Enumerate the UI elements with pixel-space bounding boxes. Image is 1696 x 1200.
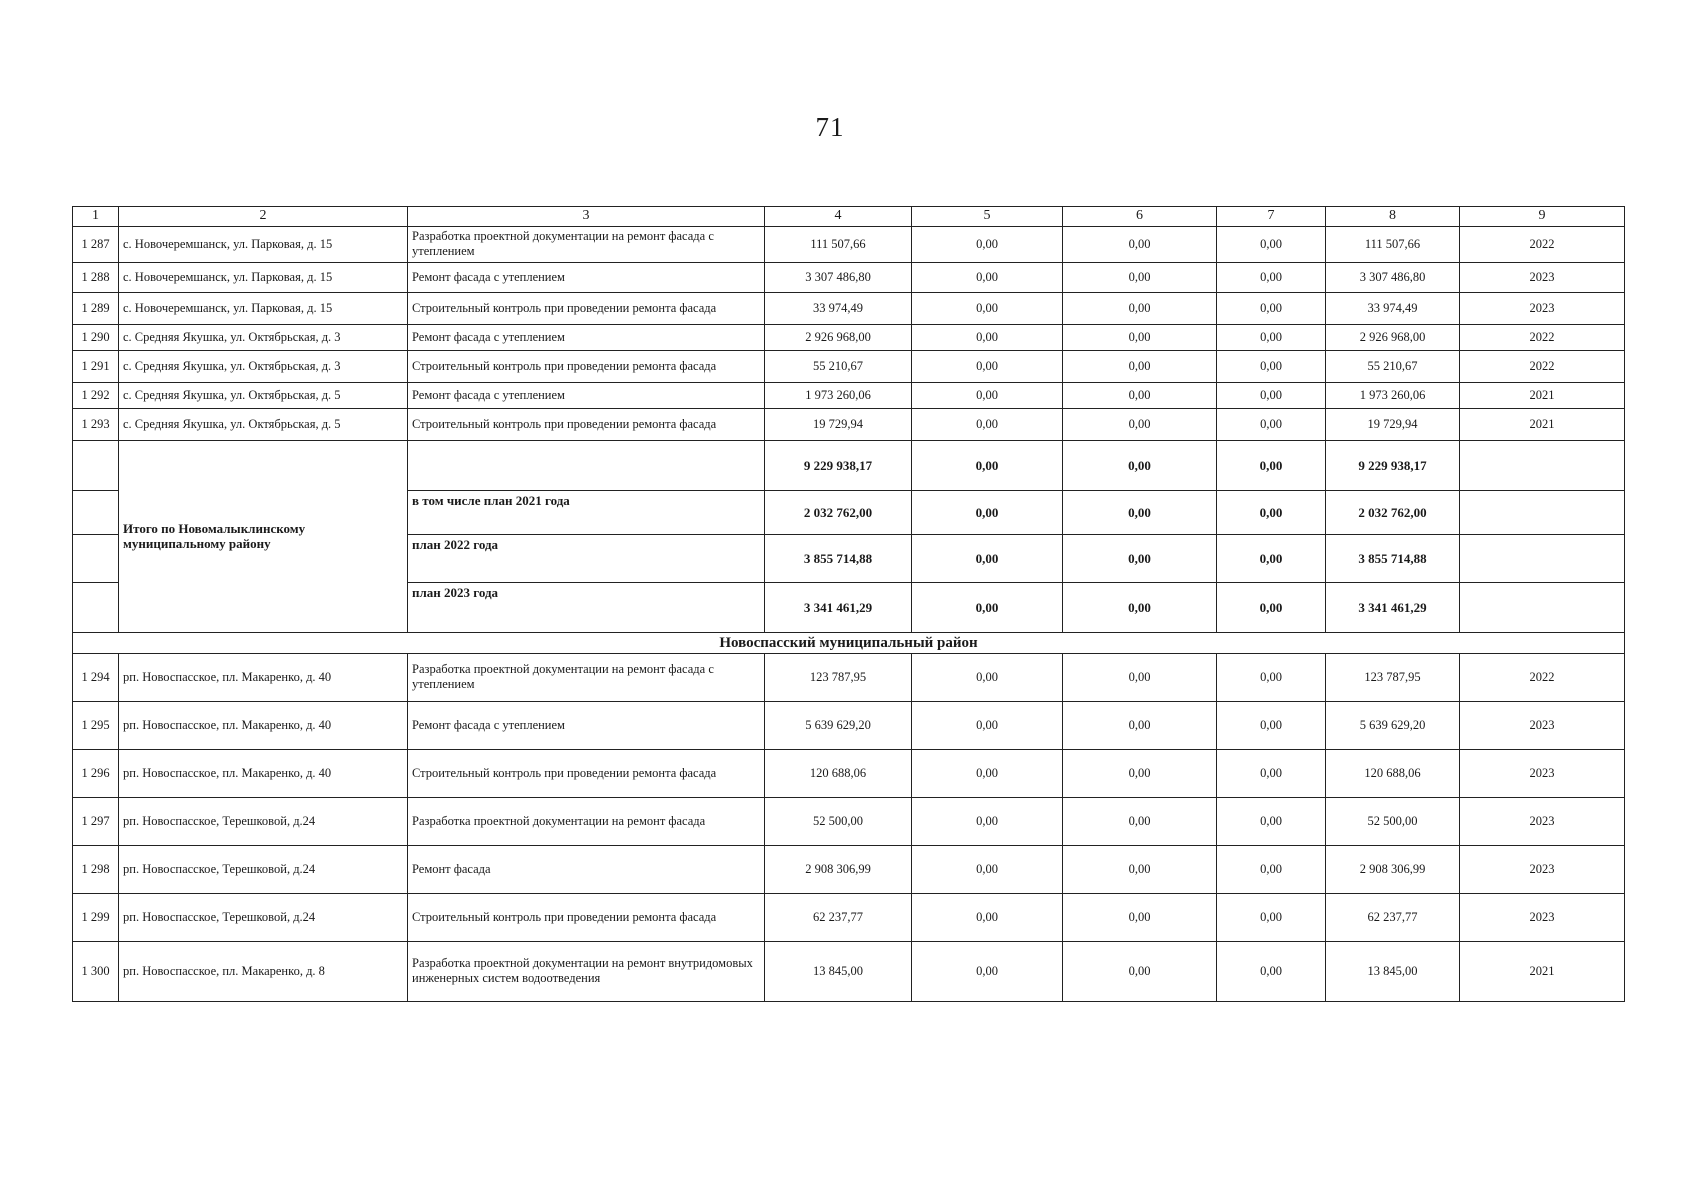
year-cell: 2023 bbox=[1460, 701, 1625, 749]
amount-cell: 0,00 bbox=[1063, 226, 1217, 262]
amount-cell: 62 237,77 bbox=[1326, 893, 1460, 941]
address-cell: с. Средняя Якушка, ул. Октябрьская, д. 3 bbox=[119, 350, 408, 382]
amount-cell: 0,00 bbox=[1063, 653, 1217, 701]
column-header: 8 bbox=[1326, 207, 1460, 227]
amount-cell: 0,00 bbox=[1063, 382, 1217, 408]
column-header: 2 bbox=[119, 207, 408, 227]
district-title: Новоспасский муниципальный район bbox=[73, 632, 1625, 653]
amount-cell: 3 307 486,80 bbox=[1326, 262, 1460, 292]
amount-cell: 1 973 260,06 bbox=[765, 382, 912, 408]
empty-cell bbox=[73, 534, 119, 582]
year-cell: 2022 bbox=[1460, 226, 1625, 262]
plan-label bbox=[408, 440, 765, 490]
amount-cell: 0,00 bbox=[912, 262, 1063, 292]
address-cell: с. Новочеремшанск, ул. Парковая, д. 15 bbox=[119, 292, 408, 324]
amount-cell: 2 926 968,00 bbox=[765, 324, 912, 350]
work-type-cell: Строительный контроль при проведении ремонта фасада bbox=[408, 350, 765, 382]
table-row bbox=[73, 292, 1625, 324]
amount-cell: 0,00 bbox=[1217, 797, 1326, 845]
table-row bbox=[73, 653, 1625, 701]
amount-cell: 5 639 629,20 bbox=[765, 701, 912, 749]
table-row bbox=[73, 893, 1625, 941]
repair-register-table bbox=[72, 206, 1625, 1002]
amount-cell: 0,00 bbox=[1063, 797, 1217, 845]
table-row bbox=[73, 262, 1625, 292]
amount-cell: 0,00 bbox=[1063, 534, 1217, 582]
table-row bbox=[73, 797, 1625, 845]
amount-cell: 52 500,00 bbox=[765, 797, 912, 845]
year-cell: 2023 bbox=[1460, 797, 1625, 845]
amount-cell: 2 926 968,00 bbox=[1326, 324, 1460, 350]
amount-cell: 0,00 bbox=[1063, 350, 1217, 382]
row-number: 1 299 bbox=[73, 893, 119, 941]
amount-cell: 33 974,49 bbox=[1326, 292, 1460, 324]
work-type-cell: Ремонт фасада с утеплением bbox=[408, 382, 765, 408]
amount-cell: 2 908 306,99 bbox=[1326, 845, 1460, 893]
amount-cell: 0,00 bbox=[912, 797, 1063, 845]
amount-cell: 13 845,00 bbox=[765, 941, 912, 1001]
work-type-cell: Строительный контроль при проведении ремонта фасада bbox=[408, 749, 765, 797]
amount-cell: 9 229 938,17 bbox=[1326, 440, 1460, 490]
work-type-cell: Разработка проектной документации на ремонт фасада bbox=[408, 797, 765, 845]
amount-cell: 55 210,67 bbox=[765, 350, 912, 382]
year-cell: 2021 bbox=[1460, 941, 1625, 1001]
amount-cell: 0,00 bbox=[1217, 534, 1326, 582]
column-header: 9 bbox=[1460, 207, 1625, 227]
amount-cell: 0,00 bbox=[1063, 749, 1217, 797]
amount-cell: 0,00 bbox=[1217, 490, 1326, 534]
district-header-row bbox=[73, 632, 1625, 653]
amount-cell: 111 507,66 bbox=[1326, 226, 1460, 262]
amount-cell: 123 787,95 bbox=[765, 653, 912, 701]
amount-cell: 120 688,06 bbox=[1326, 749, 1460, 797]
year-cell: 2023 bbox=[1460, 292, 1625, 324]
amount-cell: 3 341 461,29 bbox=[1326, 582, 1460, 632]
amount-cell: 0,00 bbox=[1217, 893, 1326, 941]
page-number: 71 bbox=[815, 112, 845, 142]
amount-cell: 0,00 bbox=[912, 440, 1063, 490]
address-cell: с. Средняя Якушка, ул. Октябрьская, д. 5 bbox=[119, 382, 408, 408]
amount-cell: 0,00 bbox=[1217, 350, 1326, 382]
amount-cell: 0,00 bbox=[1217, 262, 1326, 292]
amount-cell: 0,00 bbox=[1063, 292, 1217, 324]
plan-label: в том числе план 2021 года bbox=[408, 490, 765, 534]
column-header: 4 bbox=[765, 207, 912, 227]
amount-cell: 33 974,49 bbox=[765, 292, 912, 324]
year-cell: 2023 bbox=[1460, 749, 1625, 797]
amount-cell: 0,00 bbox=[1217, 226, 1326, 262]
empty-cell bbox=[1460, 440, 1625, 490]
amount-cell: 0,00 bbox=[1063, 941, 1217, 1001]
amount-cell: 0,00 bbox=[1063, 845, 1217, 893]
amount-cell: 0,00 bbox=[1217, 941, 1326, 1001]
work-type-cell: Разработка проектной документации на ремонт фасада с утеплением bbox=[408, 226, 765, 262]
amount-cell: 0,00 bbox=[912, 653, 1063, 701]
column-header: 1 bbox=[73, 207, 119, 227]
table-row bbox=[73, 749, 1625, 797]
empty-cell bbox=[1460, 534, 1625, 582]
amount-cell: 3 341 461,29 bbox=[765, 582, 912, 632]
amount-cell: 0,00 bbox=[1063, 262, 1217, 292]
amount-cell: 0,00 bbox=[1217, 845, 1326, 893]
amount-cell: 3 307 486,80 bbox=[765, 262, 912, 292]
amount-cell: 0,00 bbox=[912, 749, 1063, 797]
year-cell: 2023 bbox=[1460, 845, 1625, 893]
amount-cell: 0,00 bbox=[1063, 582, 1217, 632]
amount-cell: 0,00 bbox=[1063, 440, 1217, 490]
plan-label: план 2023 года bbox=[408, 582, 765, 632]
address-cell: с. Средняя Якушка, ул. Октябрьская, д. 3 bbox=[119, 324, 408, 350]
address-cell: с. Средняя Якушка, ул. Октябрьская, д. 5 bbox=[119, 408, 408, 440]
table-row bbox=[73, 941, 1625, 1001]
amount-cell: 123 787,95 bbox=[1326, 653, 1460, 701]
table-row bbox=[73, 382, 1625, 408]
work-type-cell: Ремонт фасада с утеплением bbox=[408, 701, 765, 749]
amount-cell: 0,00 bbox=[1217, 701, 1326, 749]
column-header: 5 bbox=[912, 207, 1063, 227]
plan-label: план 2022 года bbox=[408, 534, 765, 582]
row-number: 1 298 bbox=[73, 845, 119, 893]
amount-cell: 0,00 bbox=[912, 534, 1063, 582]
amount-cell: 0,00 bbox=[1063, 893, 1217, 941]
amount-cell: 0,00 bbox=[1063, 408, 1217, 440]
address-cell: рп. Новоспасское, пл. Макаренко, д. 8 bbox=[119, 941, 408, 1001]
amount-cell: 0,00 bbox=[1217, 749, 1326, 797]
amount-cell: 5 639 629,20 bbox=[1326, 701, 1460, 749]
row-number: 1 296 bbox=[73, 749, 119, 797]
amount-cell: 120 688,06 bbox=[765, 749, 912, 797]
row-number: 1 293 bbox=[73, 408, 119, 440]
year-cell: 2021 bbox=[1460, 408, 1625, 440]
address-cell: рп. Новоспасское, пл. Макаренко, д. 40 bbox=[119, 653, 408, 701]
amount-cell: 0,00 bbox=[912, 941, 1063, 1001]
column-number-header-row bbox=[73, 207, 1625, 227]
column-header: 6 bbox=[1063, 207, 1217, 227]
amount-cell: 111 507,66 bbox=[765, 226, 912, 262]
amount-cell: 0,00 bbox=[1063, 490, 1217, 534]
empty-cell bbox=[73, 440, 119, 490]
amount-cell: 0,00 bbox=[1217, 440, 1326, 490]
empty-cell bbox=[73, 490, 119, 534]
amount-cell: 0,00 bbox=[1063, 701, 1217, 749]
amount-cell: 0,00 bbox=[912, 701, 1063, 749]
year-cell: 2021 bbox=[1460, 382, 1625, 408]
amount-cell: 52 500,00 bbox=[1326, 797, 1460, 845]
amount-cell: 0,00 bbox=[912, 350, 1063, 382]
year-cell: 2023 bbox=[1460, 893, 1625, 941]
amount-cell: 3 855 714,88 bbox=[1326, 534, 1460, 582]
address-cell: рп. Новоспасское, Терешковой, д.24 bbox=[119, 893, 408, 941]
amount-cell: 19 729,94 bbox=[1326, 408, 1460, 440]
amount-cell: 0,00 bbox=[912, 582, 1063, 632]
amount-cell: 0,00 bbox=[912, 845, 1063, 893]
amount-cell: 0,00 bbox=[912, 324, 1063, 350]
amount-cell: 2 908 306,99 bbox=[765, 845, 912, 893]
year-cell: 2022 bbox=[1460, 350, 1625, 382]
table-row bbox=[73, 324, 1625, 350]
amount-cell: 0,00 bbox=[912, 893, 1063, 941]
amount-cell: 9 229 938,17 bbox=[765, 440, 912, 490]
amount-cell: 0,00 bbox=[912, 226, 1063, 262]
row-number: 1 290 bbox=[73, 324, 119, 350]
work-type-cell: Ремонт фасада с утеплением bbox=[408, 262, 765, 292]
amount-cell: 0,00 bbox=[912, 490, 1063, 534]
row-number: 1 295 bbox=[73, 701, 119, 749]
work-type-cell: Разработка проектной документации на ремонт фасада с утеплением bbox=[408, 653, 765, 701]
empty-cell bbox=[1460, 490, 1625, 534]
amount-cell: 3 855 714,88 bbox=[765, 534, 912, 582]
amount-cell: 2 032 762,00 bbox=[1326, 490, 1460, 534]
totals-row bbox=[73, 440, 1625, 490]
table-row bbox=[73, 350, 1625, 382]
address-cell: рп. Новоспасское, Терешковой, д.24 bbox=[119, 797, 408, 845]
work-type-cell: Ремонт фасада с утеплением bbox=[408, 324, 765, 350]
row-number: 1 291 bbox=[73, 350, 119, 382]
amount-cell: 19 729,94 bbox=[765, 408, 912, 440]
table-row bbox=[73, 408, 1625, 440]
row-number: 1 300 bbox=[73, 941, 119, 1001]
year-cell: 2022 bbox=[1460, 653, 1625, 701]
row-number: 1 287 bbox=[73, 226, 119, 262]
row-number: 1 288 bbox=[73, 262, 119, 292]
address-cell: с. Новочеремшанск, ул. Парковая, д. 15 bbox=[119, 226, 408, 262]
amount-cell: 0,00 bbox=[912, 408, 1063, 440]
work-type-cell: Ремонт фасада bbox=[408, 845, 765, 893]
year-cell: 2022 bbox=[1460, 324, 1625, 350]
column-header: 7 bbox=[1217, 207, 1326, 227]
column-header: 3 bbox=[408, 207, 765, 227]
amount-cell: 0,00 bbox=[1217, 324, 1326, 350]
work-type-cell: Строительный контроль при проведении ремонта фасада bbox=[408, 408, 765, 440]
totals-label: Итого по Новомалыклинскому муниципальному району bbox=[119, 440, 408, 632]
row-number: 1 292 bbox=[73, 382, 119, 408]
amount-cell: 0,00 bbox=[1063, 324, 1217, 350]
empty-cell bbox=[73, 582, 119, 632]
row-number: 1 297 bbox=[73, 797, 119, 845]
row-number: 1 289 bbox=[73, 292, 119, 324]
work-type-cell: Разработка проектной документации на ремонт внутридомовых инженерных систем водоотведения bbox=[408, 941, 765, 1001]
amount-cell: 1 973 260,06 bbox=[1326, 382, 1460, 408]
address-cell: с. Новочеремшанск, ул. Парковая, д. 15 bbox=[119, 262, 408, 292]
row-number: 1 294 bbox=[73, 653, 119, 701]
work-type-cell: Строительный контроль при проведении ремонта фасада bbox=[408, 893, 765, 941]
address-cell: рп. Новоспасское, Терешковой, д.24 bbox=[119, 845, 408, 893]
table-row bbox=[73, 845, 1625, 893]
empty-cell bbox=[1460, 582, 1625, 632]
table-row bbox=[73, 701, 1625, 749]
amount-cell: 0,00 bbox=[912, 382, 1063, 408]
work-type-cell: Строительный контроль при проведении ремонта фасада bbox=[408, 292, 765, 324]
amount-cell: 2 032 762,00 bbox=[765, 490, 912, 534]
amount-cell: 0,00 bbox=[912, 292, 1063, 324]
table-row bbox=[73, 226, 1625, 262]
address-cell: рп. Новоспасское, пл. Макаренко, д. 40 bbox=[119, 701, 408, 749]
amount-cell: 62 237,77 bbox=[765, 893, 912, 941]
amount-cell: 13 845,00 bbox=[1326, 941, 1460, 1001]
amount-cell: 0,00 bbox=[1217, 382, 1326, 408]
amount-cell: 0,00 bbox=[1217, 582, 1326, 632]
year-cell: 2023 bbox=[1460, 262, 1625, 292]
amount-cell: 0,00 bbox=[1217, 653, 1326, 701]
amount-cell: 0,00 bbox=[1217, 408, 1326, 440]
address-cell: рп. Новоспасское, пл. Макаренко, д. 40 bbox=[119, 749, 408, 797]
amount-cell: 0,00 bbox=[1217, 292, 1326, 324]
amount-cell: 55 210,67 bbox=[1326, 350, 1460, 382]
